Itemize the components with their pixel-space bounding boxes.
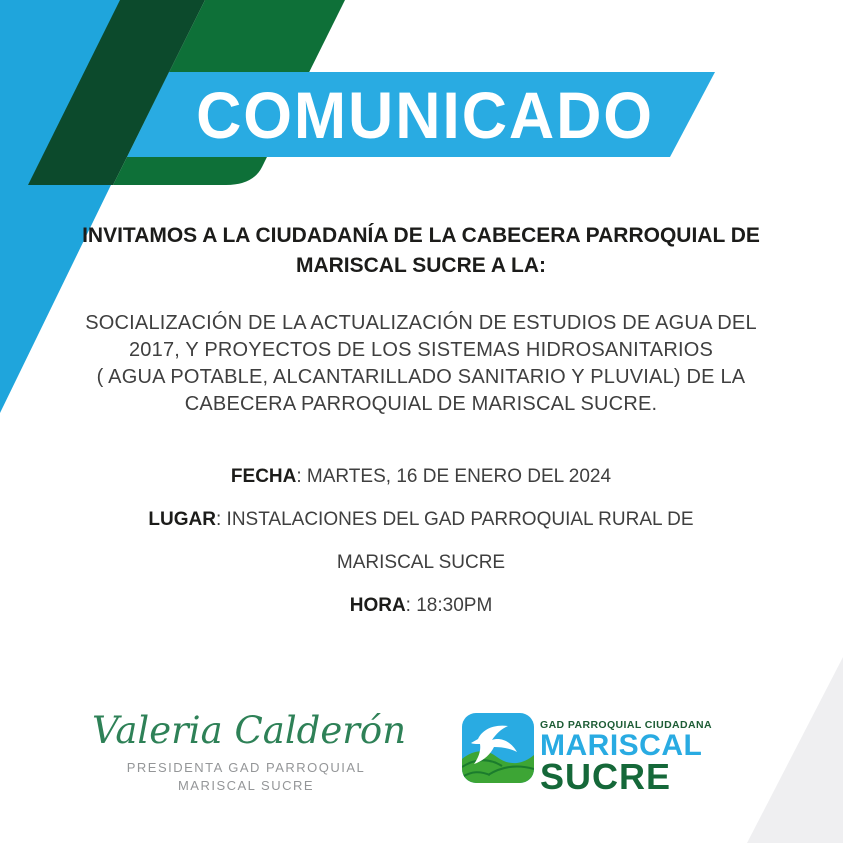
corner-triangle-decoration xyxy=(747,657,843,843)
lugar-value: : INSTALACIONES DEL GAD PARROQUIAL RURAL DE xyxy=(215,509,694,530)
lugar-line-2: MARISCAL SUCRE xyxy=(336,552,506,573)
signature-name: Valeria Calderón xyxy=(92,709,407,752)
fecha-label: FECHA xyxy=(230,466,297,487)
logo-tagline: GAD PARROQUIAL CIUDADANA xyxy=(540,719,712,731)
body-paragraph xyxy=(51,310,791,418)
body-line-1: SOCIALIZACIÓN DE LA ACTUALIZACIÓN DE ESTUDIOS DE AGUA DEL xyxy=(85,312,757,334)
banner-title: COMUNICADO xyxy=(196,78,654,152)
hora-value: : 18:30PM xyxy=(405,595,493,616)
signature-block xyxy=(92,703,407,795)
body-line-3: ( AGUA POTABLE, ALCANTARILLADO SANITARIO Y PLUVIAL) DE LA xyxy=(96,366,746,388)
hora-label: HORA xyxy=(349,595,406,616)
logo-bird-icon xyxy=(462,713,534,783)
gad-logo xyxy=(462,713,712,797)
invitation-line-1: INVITAMOS A LA CIUDADANÍA DE LA CABECERA PARROQUIAL DE xyxy=(82,224,760,247)
corner-triangle-shape xyxy=(747,657,843,843)
fecha-line xyxy=(51,464,791,490)
hora-line xyxy=(51,593,791,619)
lugar-line xyxy=(51,507,791,533)
signature-title-2: MARISCAL SUCRE xyxy=(177,778,315,793)
logo-name-top: MARISCAL xyxy=(540,729,703,762)
event-details xyxy=(51,464,791,636)
signature-title-1: PRESIDENTA GAD PARROQUIAL xyxy=(126,760,366,775)
body-line-4: CABECERA PARROQUIAL DE MARISCAL SUCRE. xyxy=(184,393,658,415)
invitation-line-2: MARISCAL SUCRE A LA: xyxy=(295,254,547,277)
body-line-2: 2017, Y PROYECTOS DE LOS SISTEMAS HIDROSANITARIOS xyxy=(128,339,714,361)
invitation-heading xyxy=(51,221,791,281)
lugar-label: LUGAR xyxy=(148,509,216,530)
logo-text xyxy=(540,713,712,797)
logo-name-bottom: SUCRE xyxy=(540,756,672,797)
fecha-value: : MARTES, 16 DE ENERO DEL 2024 xyxy=(296,466,612,487)
